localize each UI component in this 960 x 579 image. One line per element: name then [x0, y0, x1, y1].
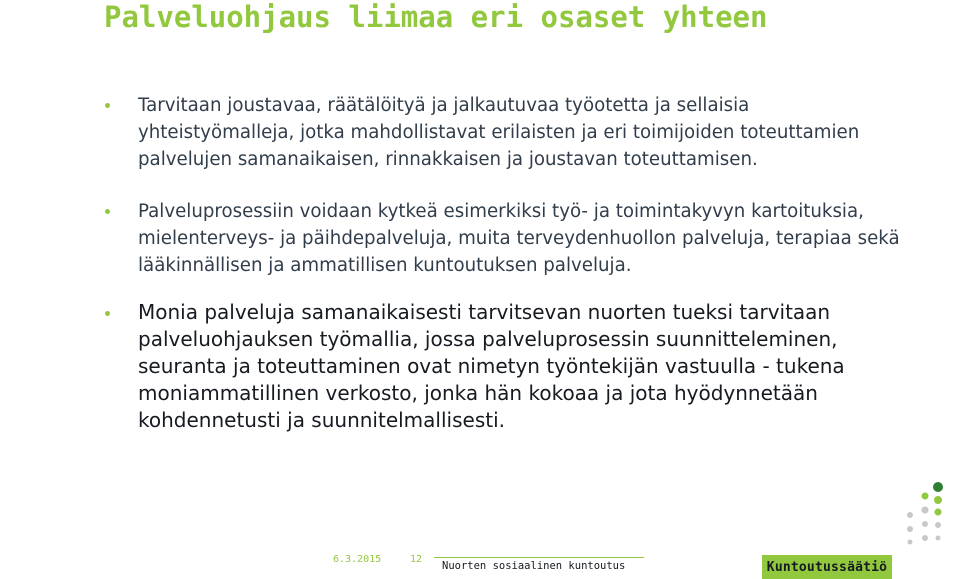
bullet-list — [105, 92, 905, 434]
bullet-dot-icon — [105, 209, 110, 214]
slide-title: Palveluohjaus liimaa eri osaset yhteen — [104, 0, 768, 34]
brand-label: Kuntoutussäätiö — [762, 555, 892, 579]
bullet-text: Palveluprosessiin voidaan kytkeä esimerkiksi työ- ja toimintakyvyn kartoituksia, mielenterveys- ja päihdepalveluja, muita terveydenhuollon palveluja, terapiaa sekä lääkinnällisen ja ammatillisen kuntoutuksen palveluja. — [138, 201, 900, 276]
bullet-dot-icon — [105, 103, 110, 108]
bullet-dot-icon — [105, 311, 110, 316]
footer-date: 6.3.2015 — [333, 554, 382, 565]
bullet-item — [105, 299, 905, 434]
logo-dots-icon — [900, 480, 950, 550]
bullet-item — [105, 198, 905, 279]
bullet-text: Tarvitaan joustavaa, räätälöityä ja jalkautuvaa työotetta ja sellaisia yhteistyömalleja, jotka mahdollistavat erilaisten ja eri toimijoiden toteuttamien palvelujen samanaikaisen, rinnakkaisen ja joustavan toteuttamisen. — [138, 95, 860, 170]
bullet-item — [105, 92, 905, 173]
footer-title: Nuorten sosiaalinen kuntoutus — [442, 560, 626, 572]
page-number: 12 — [410, 554, 423, 565]
footer-divider — [434, 557, 644, 558]
bullet-text: Monia palveluja samanaikaisesti tarvitsevan nuorten tueksi tarvitaan palveluohjauksen työmallia, jossa palveluprosessin suunnitteleminen, seuranta ja toteuttaminen ovat nimetyn työntekijän vastuulla - tukena moniammatillinen verkosto, jonka hän kokoaa ja jota hyödynnetään kohdennetusti ja suunnitelmallisesti. — [138, 300, 845, 432]
